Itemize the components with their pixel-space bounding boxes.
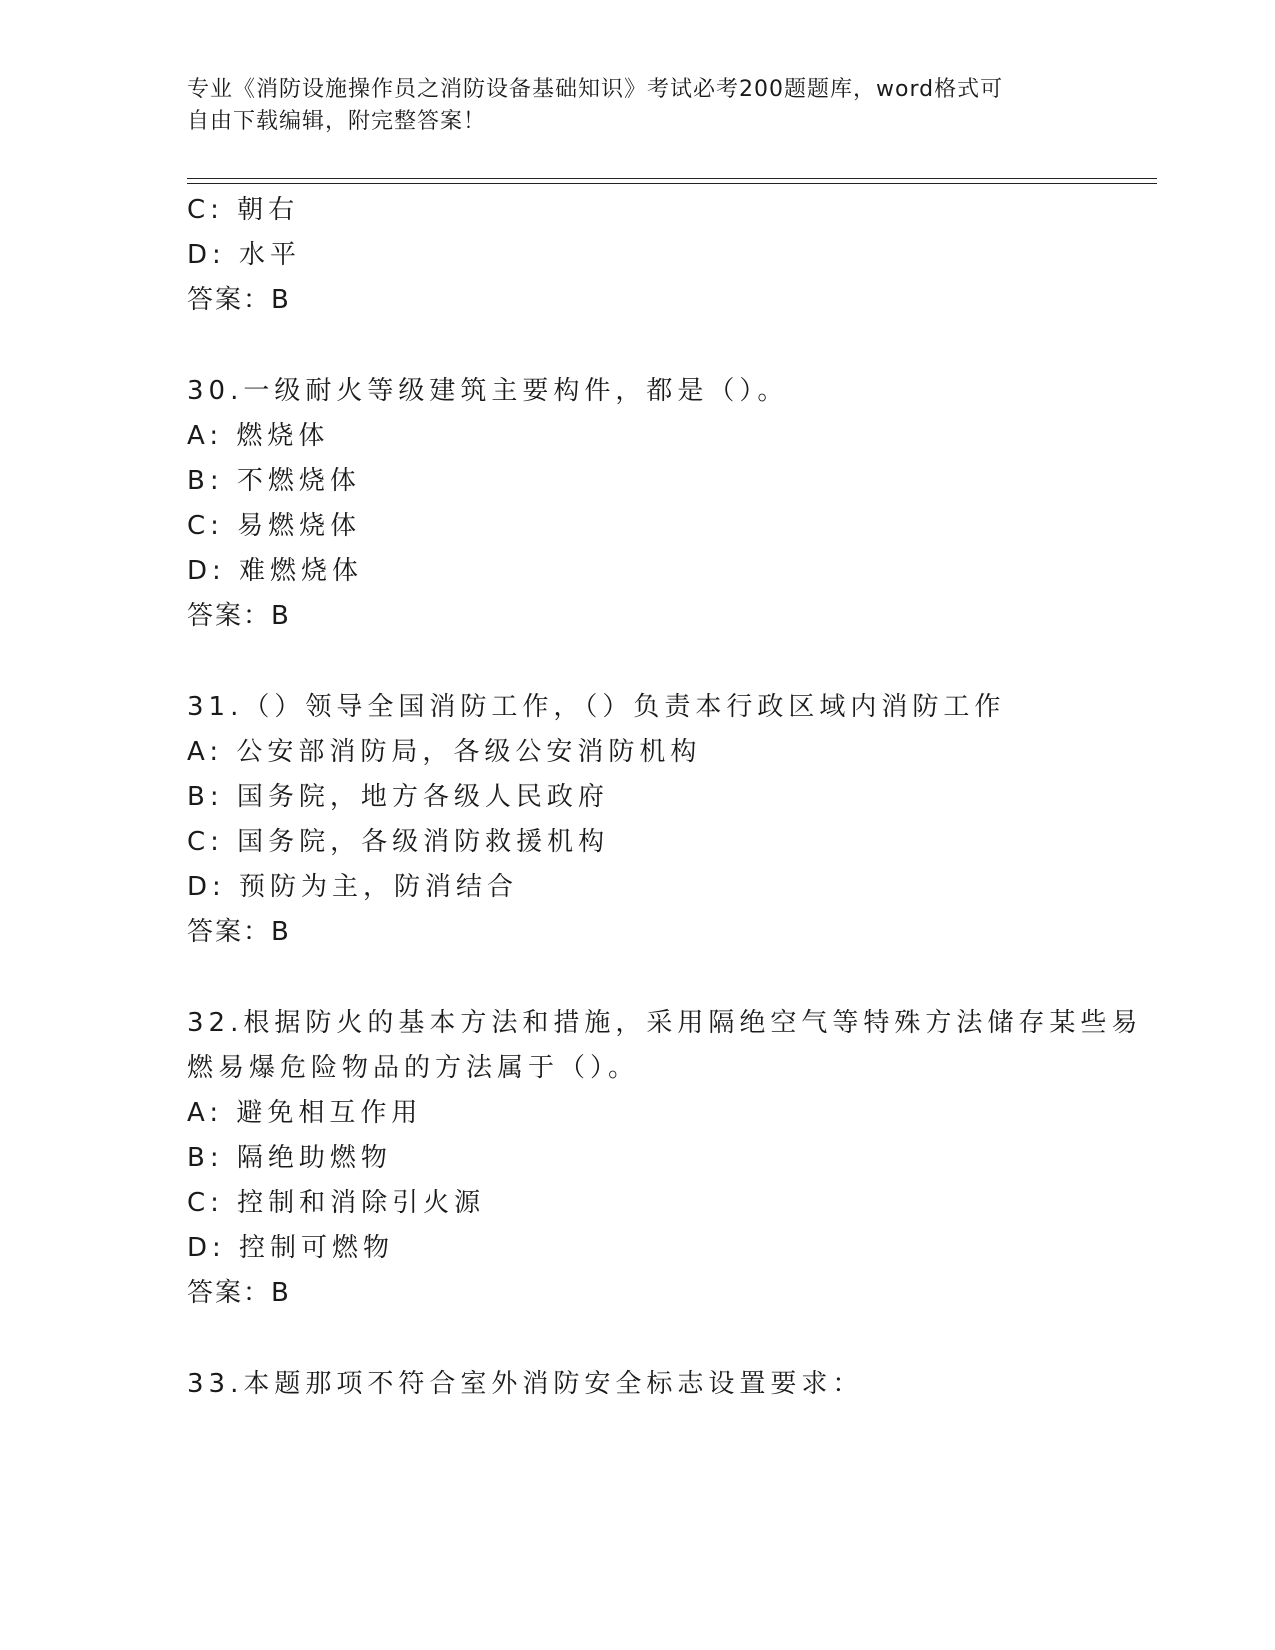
question-32-option-b: B: 隔绝助燃物 (187, 1143, 392, 1173)
question-31-option-c: C: 国务院，各级消防救援机构 (187, 827, 610, 857)
question-32-stem-line-1: 32.根据防火的基本方法和措施，采用隔绝空气等特殊方法储存某些易 (187, 1008, 1143, 1038)
header-line-1: 专业《消防设施操作员之消防设备基础知识》考试必考200题题库，word格式可 (187, 77, 1004, 102)
prev-option-d: D: 水平 (187, 240, 302, 270)
question-31-answer: 答案：B (187, 917, 291, 947)
question-30-option-a: A: 燃烧体 (187, 421, 330, 451)
question-32-answer: 答案：B (187, 1278, 291, 1308)
header-divider-top (187, 178, 1157, 179)
question-30-stem: 30.一级耐火等级建筑主要构件，都是（）。 (187, 376, 789, 406)
question-31-option-b: B: 国务院，地方各级人民政府 (187, 782, 609, 812)
question-32-option-a: A: 避免相互作用 (187, 1098, 423, 1128)
question-30-option-d: D: 难燃烧体 (187, 556, 364, 586)
prev-answer: 答案：B (187, 285, 291, 315)
question-33-stem: 33.本题那项不符合室外消防安全标志设置要求： (187, 1369, 864, 1399)
question-31-option-d: D: 预防为主，防消结合 (187, 872, 519, 902)
question-30-option-b: B: 不燃烧体 (187, 466, 361, 496)
question-32-option-c: C: 控制和消除引火源 (187, 1188, 486, 1218)
header-line-2: 自由下载编辑，附完整答案！ (187, 109, 487, 134)
header-divider-bottom (187, 183, 1157, 184)
question-32-option-d: D: 控制可燃物 (187, 1233, 395, 1263)
question-31-stem: 31.（）领导全国消防工作，（）负责本行政区域内消防工作 (187, 692, 1006, 722)
question-31-option-a: A: 公安部消防局，各级公安消防机构 (187, 737, 702, 767)
question-30-option-c: C: 易燃烧体 (187, 511, 362, 541)
question-32-stem-line-2: 燃易爆危险物品的方法属于（）。 (187, 1053, 640, 1083)
question-30-answer: 答案：B (187, 601, 291, 631)
document-header (187, 74, 1077, 138)
prev-option-c: C: 朝右 (187, 195, 300, 225)
